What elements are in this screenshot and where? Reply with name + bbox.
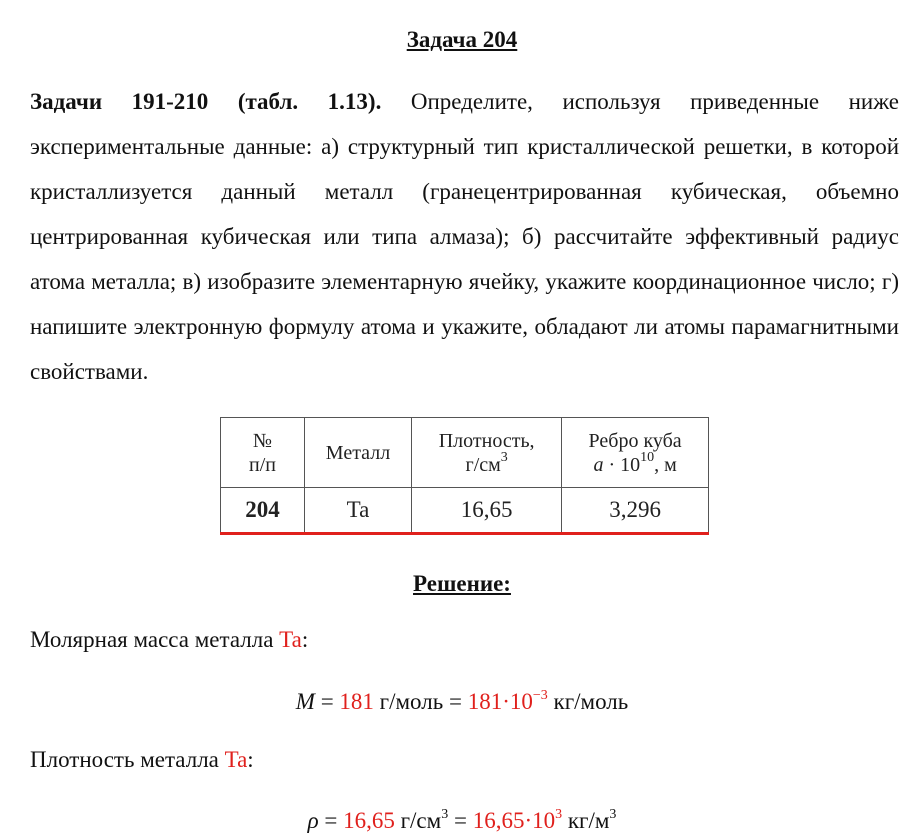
- header-edge-factor: · 10: [603, 453, 641, 476]
- formula-var-M: M: [295, 689, 315, 714]
- header-edge-label: Ребро куба: [588, 429, 682, 452]
- molar-mass-metal: Ta: [279, 627, 302, 652]
- molar-mass-text: Молярная масса металла: [30, 627, 280, 652]
- data-table-wrapper: [220, 417, 709, 535]
- density-value: 16,65: [343, 808, 395, 833]
- density-unit: г/см: [394, 808, 442, 833]
- header-density: [412, 418, 562, 488]
- molar-mass-si-unit: кг/моль: [547, 689, 629, 714]
- table-row: [221, 488, 709, 533]
- density-colon: :: [247, 747, 254, 772]
- task-description: [30, 79, 899, 394]
- formula-var-rho: ρ: [307, 808, 319, 833]
- cell-number: 204: [221, 488, 305, 533]
- density-si-unit: кг/м: [562, 808, 610, 833]
- molar-mass-colon: :: [301, 627, 309, 652]
- header-edge-var: a: [593, 453, 604, 476]
- data-table: [220, 417, 709, 533]
- molar-mass-unit: г/моль =: [373, 689, 468, 714]
- header-number-label: п/п: [248, 453, 276, 476]
- table-red-underline: [220, 532, 709, 535]
- molar-mass-formula: [0, 689, 924, 715]
- density-metal: Ta: [224, 747, 248, 772]
- molar-mass-label: [30, 627, 308, 653]
- header-metal: Металл: [304, 418, 411, 488]
- solution-title: Решение:: [413, 571, 511, 596]
- density-si-value: 16,65·10: [472, 808, 556, 833]
- header-density-label: Плотность,: [438, 429, 535, 452]
- header-number: [221, 418, 305, 488]
- cell-density: 16,65: [412, 488, 562, 533]
- molar-mass-value: 181: [339, 689, 374, 714]
- density-formula: [0, 808, 924, 834]
- header-edge-unit: , м: [654, 453, 677, 476]
- cell-edge: 3,296: [562, 488, 709, 533]
- density-label: [30, 747, 254, 773]
- header-number-sign: №: [252, 429, 273, 452]
- page-title: Задача 204: [406, 27, 518, 52]
- density-text: Плотность металла: [30, 747, 225, 772]
- density-si-exp: 3: [555, 807, 563, 822]
- table-header-row: [221, 418, 709, 488]
- task-text: Определите, используя приведенные ниже экспериментальные данные: а) структурный тип кристаллической решетки, в которой кристаллизуется данный металл (гранецентрированная кубическая, объемно центрированная кубическая или типа алмаза); б) рассчитайте эффективный радиус атома металла; в) изобразите элементарную ячейку, укажите координационное число; г) напишите электронную формулу атома и укажите, обладают ли атомы парамагнитными свойствами.: [30, 89, 899, 384]
- header-density-unit: г/см: [465, 453, 501, 476]
- header-edge-exp: 10: [640, 449, 655, 465]
- density-eq2: =: [448, 808, 473, 833]
- formula-eq: =: [314, 689, 340, 714]
- molar-mass-si-value: 181·10: [467, 689, 533, 714]
- density-unit-exp: 3: [441, 807, 449, 822]
- header-edge: [562, 418, 709, 488]
- density-eq: =: [318, 808, 344, 833]
- header-density-unit-exp: 3: [500, 449, 508, 465]
- density-si-unit-exp: 3: [609, 807, 617, 822]
- molar-mass-si-exp: −3: [532, 688, 548, 703]
- cell-metal: Ta: [304, 488, 411, 533]
- task-reference: Задачи 191-210 (табл. 1.13).: [30, 89, 382, 114]
